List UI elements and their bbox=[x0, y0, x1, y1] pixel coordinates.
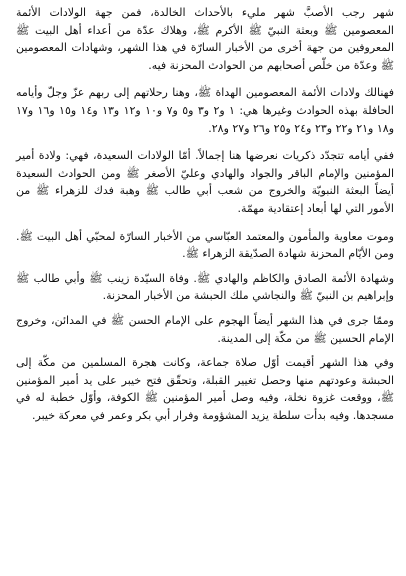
paragraph-events: وممّا جرى في هذا الشهر أيضاً الهجوم على الإمام الحسن ﷺ في المدائن، وخروج الإمام الحسين ﷺ من مكّة إلى المدينة. bbox=[16, 313, 394, 345]
paragraph-births: ففي أيامه تتجدّد ذكريات نعرضها هنا إجمالاً. أمّا الولادات السعيدة، فهي: ولادة أمير المؤمنين والإمام الباقر والجواد والهادي وعليّ الأصغر ﷺ ومن الحوادث السعيدة أيضاً البعثة النبويّة والخروج من شعب أبي طالب ﷺ وهبة فدك للزهراء ﷺ من الأمور التي لها أبعاد إعتقادية مهمّة. bbox=[16, 149, 394, 215]
paragraph-days-list: فهنالك ولادات الأئمة المعصومين الهداة ﷺ، وهنا رحلاتهم إلى ربهم عزّ وجلّ وأيامه الحافلة بهذه الحوادث وغيرها هي: ١ و٢ و٣ و٥ و٧ و١٠ و١٢ و١٣ و١٤ و١٥ و١٦ و١٧ و١٨ و٢١ و٢٢ و٢٣ و٢٤ و٢٥ و٢٦ و٢٧ و٢٨. bbox=[16, 86, 394, 135]
paragraph-martyrdoms: وشهادة الأئمة الصادق والكاظم والهادي ﷺ. وفاة السيّدة زينب ﷺ وأبي طالب ﷺ وإبراهيم بن النبيّ ﷺ والنجاشي ملك الحبشة من الأخبار المحزنة. bbox=[16, 271, 394, 303]
paragraph-deaths-enemies: وموت معاوية والمأمون والمعتمد العبّاسي من الأخبار السارّة لمحبّي أهل البيت ﷺ. ومن الأيّام المحزنة شهادة الصدّيقة الزهراء ﷺ. bbox=[16, 229, 394, 261]
paragraph-intro: شهر رجب الأصبَّ شهر مليء بالأحداث الخالدة، فمن جهة الولادات الأئمة المعصومين ﷺ وبعثة النبيّ ﷺ الأكرم ﷺ، وهلاك عدّة من أعداء أهل البيت ﷺ المعروفين من جهة أخرى من الأخبار السارّة في هذا الشهر، وشهادات المعصومين ﷺ وعدّة من خلّص أصحابهم من الحوادث المحزنة فيه. bbox=[16, 6, 394, 72]
paragraph-history: وفي هذا الشهر أقيمت أوّل صلاة جماعة، وكانت هجرة المسلمين من مكّة إلى الحبشة وعودتهم منها وحصل تغيير القبلة، وتحقّق فتح خيبر على يد أمير المؤمنين ﷺ، ووقعت غزوة نخلة، وفيه وصل أمير المؤمنين ﷺ الكوفة، وأوّل خطبة له في مسجدها. وفيه بدأت سلطة يزيد المشؤومة وفرار أبي بكر وعمر في معركة خيبر. bbox=[16, 356, 394, 422]
